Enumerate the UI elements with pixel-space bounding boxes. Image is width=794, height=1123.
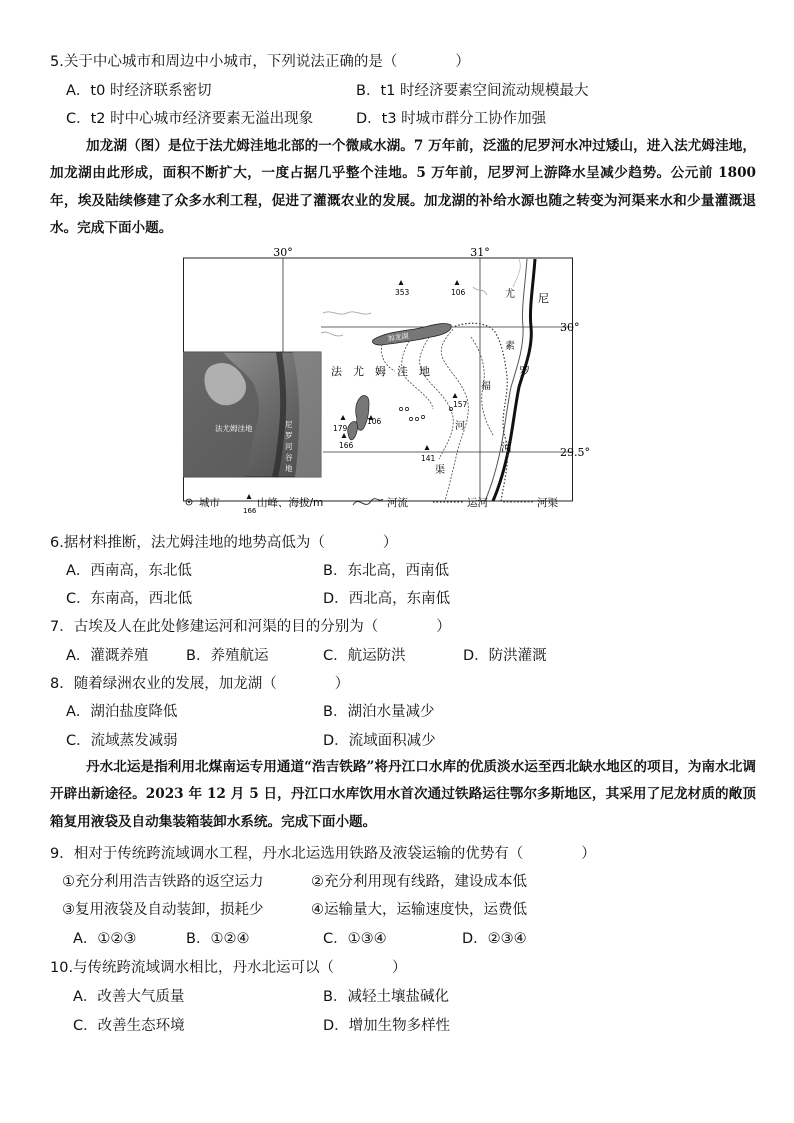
peak-106b xyxy=(367,415,382,426)
q5-option-c: C．t2 时中心城市经济要素无溢出现象 xyxy=(66,111,314,127)
q7-stem: 7．古埃及人在此处修建运河和河渠的目的分别为（ ） xyxy=(50,619,451,635)
legend-city-icon-dot xyxy=(188,501,190,503)
nile-char-3: 河 xyxy=(501,441,512,454)
depression-label: 法 尤 姆 洼 地 xyxy=(331,365,430,378)
q9-option-b: B．①②④ xyxy=(186,931,250,947)
legend-river-label: 河流 xyxy=(387,497,408,509)
lon-31-label: 31° xyxy=(470,247,490,259)
q6-stem: 6.据材料推断，法尤姆洼地的地势高低为（ ） xyxy=(50,535,398,551)
peak-106b-label: 106 xyxy=(367,417,382,426)
q10-stem: 10.与传统跨流域调水相比，丹水北运可以（ ） xyxy=(50,960,407,976)
faiyum-map xyxy=(183,247,603,517)
q9-statement-4: ④运输量大，运输速度快，运费低 xyxy=(311,902,527,918)
q9-option-a: A．①②③ xyxy=(73,931,137,947)
q6-option-c: C．东南高，西北低 xyxy=(66,591,193,607)
q6-option-b: B．东北高，西南低 xyxy=(323,563,449,579)
legend-channel-label: 河渠 xyxy=(537,497,558,509)
q5-option-b: B．t1 时经济要素空间流动规模最大 xyxy=(356,83,589,99)
legend-peak-label: 山峰、海拔/m xyxy=(257,497,324,509)
q5-option-a: A．t0 时经济联系密切 xyxy=(66,83,212,99)
q9-statement-2: ②充分利用现有线路，建设成本低 xyxy=(311,874,527,890)
q10-option-b: B．减轻土壤盐碱化 xyxy=(323,989,449,1005)
inset-nile-char-2: 罗 xyxy=(285,431,293,440)
qu-char-1: 河 xyxy=(455,421,465,432)
passage-galun-lake-text: 加龙湖（图）是位于法尤姆洼地北部的一个微咸水湖。7 万年前，泛滥的尼罗河水冲过矮山，进入法尤姆洼地，加龙湖由此形成，面积不断扩大，一度占据几乎整个洼地。5 万年前，尼罗河上游降水呈减少趋势。公元前 1800 年，埃及陆续修建了众多水利工程，促进了灌溉农业的发展。加龙湖的补给水源也随之转变为河渠来水和少量灌溉退水。完成下面小题。 xyxy=(50,138,756,236)
q8-option-b: B．湖泊水量减少 xyxy=(323,704,435,720)
canal-char-3: 福 xyxy=(481,381,491,392)
peak-166-label: 166 xyxy=(339,441,354,450)
passage-galun-lake xyxy=(50,133,756,242)
q8-option-a: A．湖泊盐度降低 xyxy=(66,704,178,720)
peak-353-label: 353 xyxy=(395,288,410,297)
q9-statement-3: ③复用液袋及自动装卸，损耗少 xyxy=(62,902,264,918)
inset-faiyum-label: 法尤姆洼地 xyxy=(215,424,253,433)
q5-stem: 5.关于中心城市和周边中小城市，下列说法正确的是（ ） xyxy=(50,54,470,70)
lat-29-5-label: 29.5° xyxy=(560,446,590,459)
q10-option-c: C．改善生态环境 xyxy=(73,1018,185,1034)
passage-danshui xyxy=(50,754,756,836)
q6-option-d: D．西北高，东南低 xyxy=(323,591,451,607)
canal-char-2: 素 xyxy=(505,341,515,352)
faiyum-map-figure xyxy=(183,247,603,521)
q9-option-d: D．②③④ xyxy=(462,931,527,947)
peak-141-label: 141 xyxy=(421,454,436,463)
q7-option-d: D．防洪灌溉 xyxy=(463,648,547,664)
qu-char-2: 渠 xyxy=(435,465,445,476)
inset-relief-map xyxy=(183,352,321,477)
q8-stem: 8．随着绿洲农业的发展，加龙湖（ ） xyxy=(50,676,350,692)
inset-nile-char-4: 谷 xyxy=(285,453,293,462)
galun-lake-label: 加龙湖 xyxy=(387,332,410,343)
legend-canal-label: 运河 xyxy=(467,497,488,509)
q7-option-a: A．灌溉养殖 xyxy=(66,648,149,664)
q5-option-d: D．t3 时城市群分工协作加强 xyxy=(356,111,547,127)
peak-106a-label: 106 xyxy=(451,288,466,297)
nile-char-1: 尼 xyxy=(538,292,549,305)
peak-179-label: 179 xyxy=(333,424,348,433)
q7-option-c: C．航运防洪 xyxy=(323,648,406,664)
q6-option-a: A．西南高，东北低 xyxy=(66,563,192,579)
inset-nile-char-3: 河 xyxy=(285,442,293,451)
q7-option-b: B．养殖航运 xyxy=(186,648,269,664)
q9-statement-1: ①充分利用浩吉铁路的返空运力 xyxy=(62,874,264,890)
legend-city-label: 城市 xyxy=(199,497,220,509)
peak-157-label: 157 xyxy=(453,400,468,409)
nile-char-2: 罗 xyxy=(519,365,530,378)
q8-option-c: C．流域蒸发减弱 xyxy=(66,733,178,749)
inset-nile-char-5: 地 xyxy=(285,464,293,473)
canal-char-1: 尤 xyxy=(505,289,515,300)
inset-nile-char-1: 尼 xyxy=(285,420,293,429)
q9-stem: 9．相对于传统跨流域调水工程，丹水北运选用铁路及液袋运输的优势有（ ） xyxy=(50,846,596,862)
q8-option-d: D．流域面积减少 xyxy=(323,733,436,749)
q10-option-d: D．增加生物多样性 xyxy=(323,1018,451,1034)
lon-30-label: 30° xyxy=(273,247,293,259)
legend-peak-example: 166 xyxy=(243,507,257,515)
lat-30-label: 30° xyxy=(560,321,580,334)
q10-option-a: A．改善大气质量 xyxy=(73,989,185,1005)
passage-danshui-text: 丹水北运是指利用北煤南运专用通道“浩吉铁路”将丹江口水库的优质淡水运至西北缺水地区的项目，为南水北调开辟出新途径。2023 年 12 月 5 日，丹江口水库饮用水首次通过铁路运往鄂尔多斯地区，其采用了尼龙材质的敞顶箱复用液袋及自动集装箱装卸水系统。完成下面小题。 xyxy=(50,759,756,830)
q9-option-c: C．①③④ xyxy=(323,931,387,947)
